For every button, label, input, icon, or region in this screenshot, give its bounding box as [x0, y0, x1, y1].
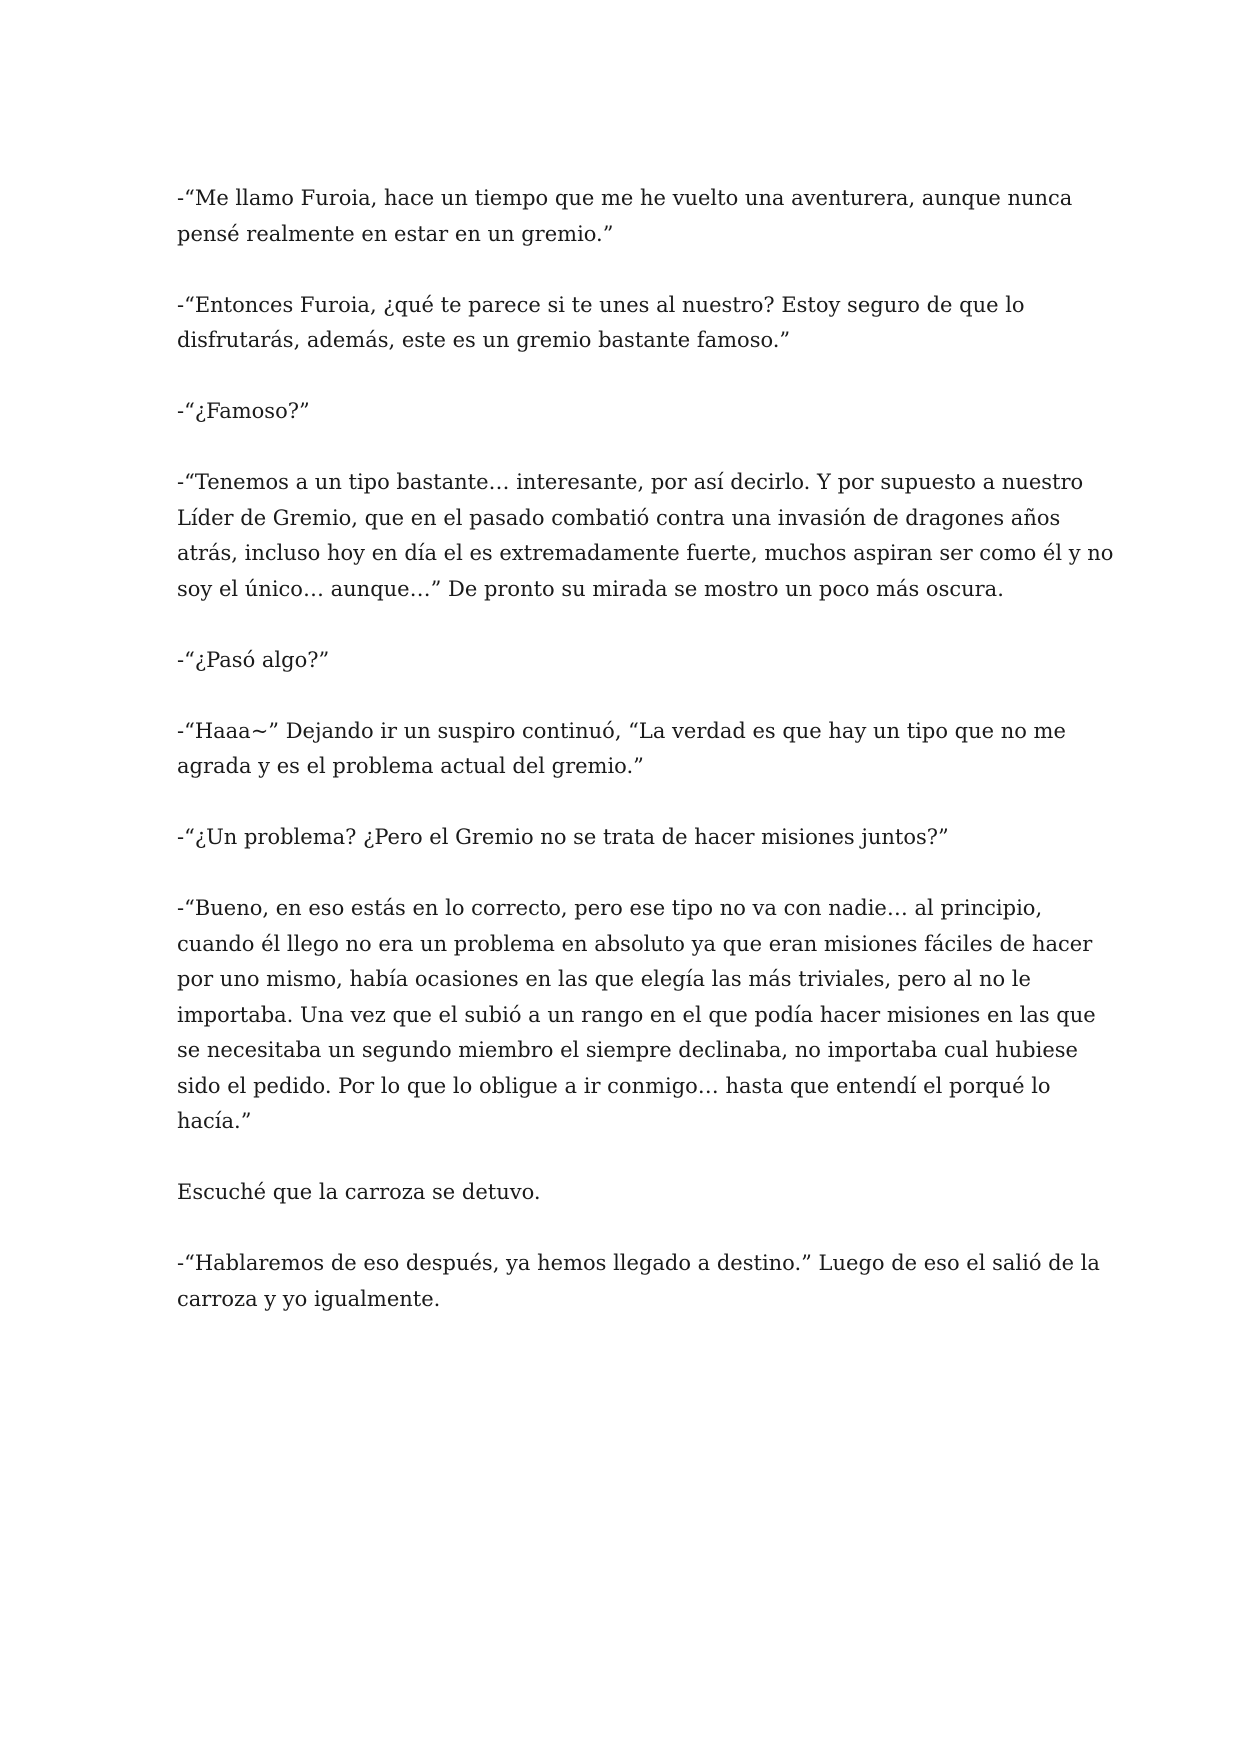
text-line: -“Entonces Furoia, ¿qué te parece si te unes al nuestro? Estoy seguro de que lo — [177, 292, 1025, 317]
text-line: -“¿Un problema? ¿Pero el Gremio no se trata de hacer misiones juntos?” — [177, 825, 949, 849]
paragraph — [177, 1175, 1077, 1211]
paragraph — [177, 891, 1096, 1140]
text-line: atrás, incluso hoy en día el es extremadamente fuerte, muchos aspiran ser como él y no — [177, 541, 1114, 565]
text-line: hacía.” — [177, 1109, 252, 1133]
text-line: -“Me llamo Furoia, hace un tiempo que me he vuelto una aventurera, aunque nunca — [177, 186, 1073, 210]
text-line: -“¿Pasó algo?” — [177, 647, 330, 672]
text-line: por uno mismo, había ocasiones en las que elegía las más triviales, pero al no le — [177, 967, 1031, 991]
text-line: sido el pedido. Por lo que lo obligue a ir conmigo… hasta que entendí el porqué lo — [177, 1073, 1051, 1098]
text-line: disfrutarás, además, este es un gremio bastante famoso.” — [177, 328, 791, 352]
text-line: carroza y yo igualmente. — [177, 1286, 441, 1311]
text-body — [177, 181, 1114, 1353]
paragraph — [177, 288, 1077, 359]
text-line: agrada y es el problema actual del gremio.” — [177, 754, 644, 778]
text-line: -“¿Famoso?” — [177, 399, 310, 423]
paragraph — [177, 820, 1077, 856]
text-line: -“Tenemos a un tipo bastante… interesante, por así decirlo. Y por supuesto a nuestro — [177, 470, 1084, 494]
text-line: soy el único… aunque…” De pronto su mirada se mostro un poco más oscura. — [177, 576, 1004, 601]
paragraph — [177, 643, 1077, 679]
text-line: Líder de Gremio, que en el pasado combatió contra una invasión de dragones años — [177, 505, 1061, 530]
paragraph — [177, 714, 1077, 785]
paragraph — [177, 465, 1114, 607]
text-line: Escuché que la carroza se detuvo. — [177, 1180, 541, 1204]
text-line: -“Hablaremos de eso después, ya hemos llegado a destino.” Luego de eso el salió de la — [177, 1251, 1100, 1275]
text-line: importaba. Una vez que el subió a un rango en el que podía hacer misiones en las que — [177, 1002, 1096, 1027]
text-line: -“Haaa~” Dejando ir un suspiro continuó, “La verdad es que hay un tipo que no me — [177, 718, 1066, 743]
paragraph — [177, 1246, 1100, 1317]
text-line: -“Bueno, en eso estás en lo correcto, pero ese tipo no va con nadie… al principio, — [177, 896, 1043, 920]
text-line: pensé realmente en estar en un gremio.” — [177, 221, 614, 246]
paragraph — [177, 394, 1077, 430]
paragraph — [177, 181, 1077, 252]
text-line: cuando él llego no era un problema en absoluto ya que eran misiones fáciles de hacer — [177, 931, 1093, 956]
text-line: se necesitaba un segundo miembro el siempre declinaba, no importaba cual hubiese — [177, 1038, 1078, 1062]
